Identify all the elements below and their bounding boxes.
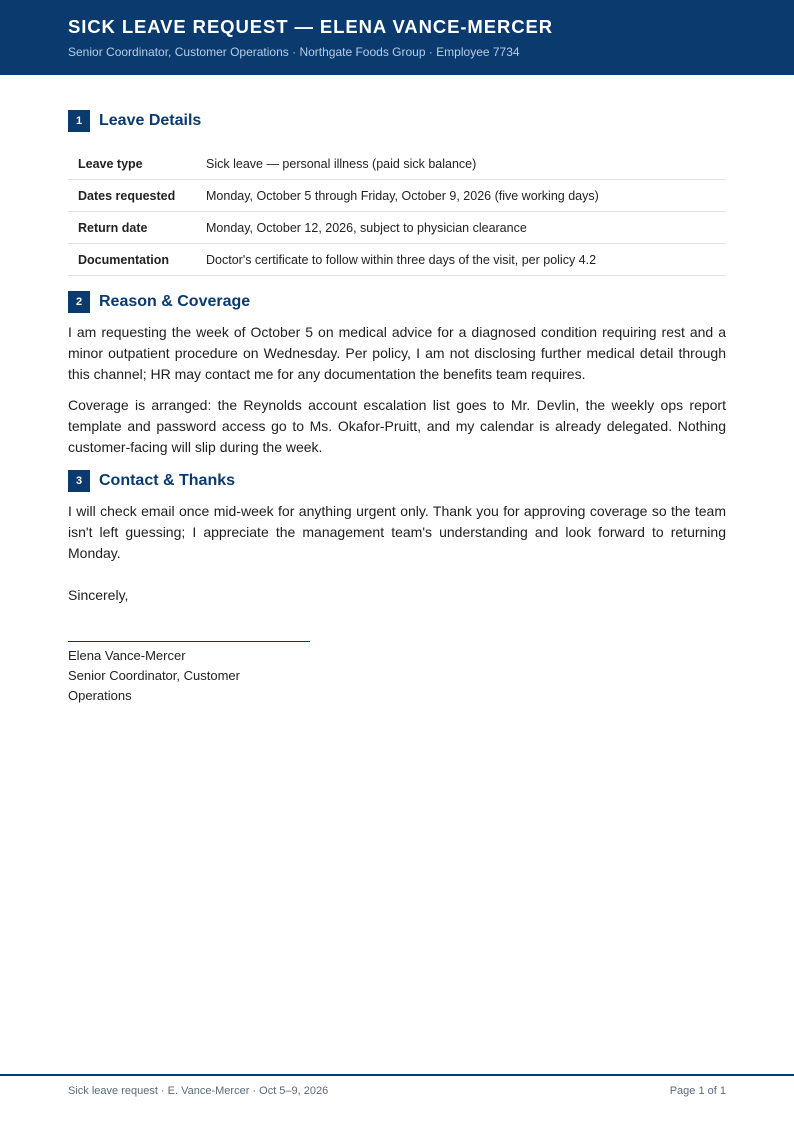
table-row [68, 148, 726, 180]
row-label: Return date [68, 212, 196, 244]
table-row [68, 180, 726, 212]
signature-line [68, 641, 310, 642]
document-header [0, 0, 794, 75]
page-footer [0, 1074, 794, 1123]
section-number-badge: 3 [68, 470, 90, 492]
closing-salutation: Sincerely, [68, 587, 129, 603]
section-heading-reason-coverage [68, 290, 726, 314]
section-number-badge: 1 [68, 110, 90, 132]
row-value: Doctor's certificate to follow within three days of the visit, per policy 4.2 [196, 244, 726, 276]
section-title: Reason & Coverage [99, 293, 251, 310]
footer-document-label: Sick leave request · E. Vance-Mercer · Oct 5–9, 2026 [68, 1085, 329, 1097]
page-number: Page 1 of 1 [669, 1085, 726, 1097]
paragraph: I am requesting the week of October 5 on medical advice for a diagnosed condition requiring rest and a minor outpatient procedure on Wednesday. Per policy, I am not disclosing further medical detail through this channel; HR may contact me for any documentation the benefits team requires. [68, 324, 726, 382]
row-value: Sick leave — personal illness (paid sick balance) [196, 148, 726, 180]
row-value: Monday, October 5 through Friday, October 9, 2026 (five working days) [196, 180, 726, 212]
section-number-badge: 2 [68, 291, 90, 313]
row-label: Dates requested [68, 180, 196, 212]
signature-name: Elena Vance-Mercer [68, 648, 186, 663]
document-title: SICK LEAVE REQUEST — ELENA VANCE-MERCER [68, 16, 553, 37]
section-heading-leave-details [68, 109, 726, 133]
signature-role: Senior Coordinator, Customer Operations [68, 668, 240, 703]
table-row [68, 212, 726, 244]
paragraph: Coverage is arranged: the Reynolds account escalation list goes to Mr. Devlin, the weekly ops report template and password access go to Ms. Okafor-Pruitt, and my calendar is already delegated. Nothing customer-facing will slip during the week. [68, 397, 726, 455]
row-label: Documentation [68, 244, 196, 276]
document-body [68, 109, 726, 706]
paragraph: I will check email once mid-week for anything urgent only. Thank you for approving coverage so the team isn't left guessing; I appreciate the management team's understanding and look forward to returning Monday. [68, 503, 726, 561]
row-label: Leave type [68, 148, 196, 180]
section-title: Leave Details [99, 112, 202, 129]
row-value: Monday, October 12, 2026, subject to physician clearance [196, 212, 726, 244]
section-title: Contact & Thanks [99, 472, 236, 489]
leave-details-table [68, 148, 726, 276]
table-row [68, 244, 726, 276]
section-heading-contact-thanks [68, 469, 726, 493]
document-subtitle: Senior Coordinator, Customer Operations · Northgate Foods Group · Employee 7734 [68, 45, 520, 59]
